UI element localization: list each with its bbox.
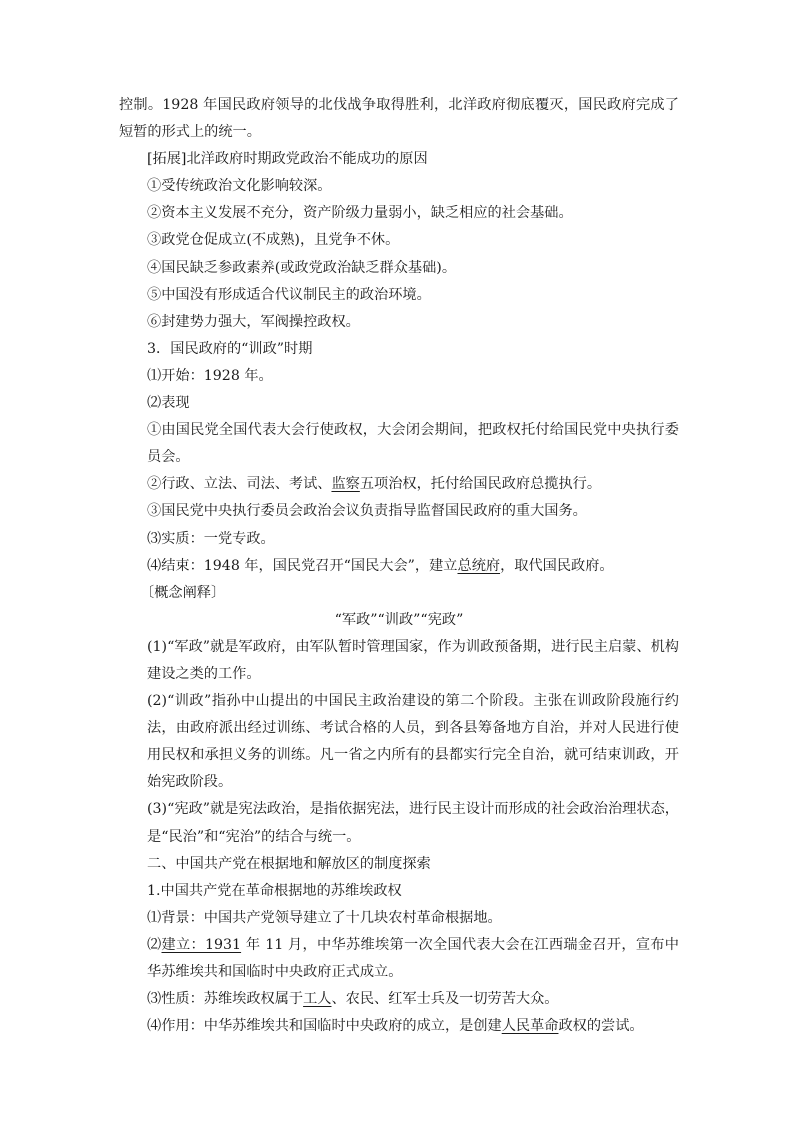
underlined-term-peoples-revolution: 人民革命	[501, 1018, 559, 1035]
concept-constitutional: (3)“宪政”就是宪法政治，是指依据宪法，进行民主设计而形成的社会政治治理状态，是“民治”和“宪治”的结合与统一。	[147, 801, 679, 845]
soviet-establishment-text-a: ⑵	[147, 936, 162, 953]
tutelage-end-text-a: ⑷结束：1948 年，国民党召开“国民大会”，建立	[147, 557, 458, 574]
underlined-term-supervision: 监察	[331, 476, 360, 493]
section-heading-ccp: 二、中国共产党在根据地和解放区的制度探索	[147, 855, 431, 872]
manifestation-2	[119, 471, 679, 498]
reason-4: ④国民缺乏参政素养(或政党政治缺乏群众基础)。	[147, 259, 457, 276]
soviet-nature	[119, 986, 679, 1013]
subsection-soviet: 1.中国共产党在革命根据地的苏维埃政权	[147, 882, 402, 899]
concept-title: “军政”“训政”“宪政”	[334, 611, 464, 628]
soviet-background: ⑴背景：中国共产党领导建立了十几块农村革命根据地。	[147, 909, 502, 926]
reason-3: ③政党仓促成立(不成熟)，且党争不休。	[147, 232, 400, 249]
section-heading-tutelage: 3．国民政府的“训政”时期	[147, 340, 313, 357]
document-body	[119, 92, 679, 1040]
tutelage-start: ⑴开始：1928 年。	[147, 367, 273, 384]
soviet-nature-text-c: 、农民、红军士兵及一切劳苦大众。	[331, 991, 559, 1008]
underlined-term-presidential-office: 总统府	[457, 557, 501, 574]
soviet-role	[119, 1013, 679, 1040]
underlined-term-workers: 工人	[303, 991, 332, 1008]
concept-tutelage: (2)“训政”指孙中山提出的中国民主政治建设的第二个阶段。主张在训政阶段施行约法，由政府派出经过训练、考试合格的人员，到各县筹备地方自治，并对人民进行使用民权和承担义务的训练。凡一省之内所有的县都实行完全自治，就可结束训政，开始宪政阶段。	[147, 693, 679, 791]
soviet-role-text-c: 政权的尝试。	[558, 1018, 644, 1035]
underlined-term-establish-1931: 建立：1931	[161, 936, 242, 953]
tutelage-essence: ⑶实质：一党专政。	[147, 530, 275, 547]
extension-heading: [拓展]北洋政府时期政党政治不能成功的原因	[147, 151, 428, 168]
reason-2: ②资本主义发展不充分，资产阶级力量弱小，缺乏相应的社会基础。	[147, 205, 573, 222]
concept-military: (1)“军政”就是军政府，由军队暂时管理国家，作为训政预备期，进行民主启蒙、机构建设之类的工作。	[147, 638, 679, 682]
tutelage-end-text-c: ，取代国民政府。	[500, 557, 614, 574]
reason-1: ①受传统政治文化影响较深。	[147, 178, 332, 195]
soviet-establishment-text-c: 年 11 月，中华苏维埃第一次全国代表大会在江西瑞金召开，宣布中华苏维埃共和国临时中央政府正式成立。	[147, 936, 679, 980]
soviet-establishment	[119, 932, 679, 986]
manifestation-3: ③国民党中央执行委员会政治会议负责指导监督国民政府的重大国务。	[147, 503, 587, 520]
paragraph-beiyang-end: 控制。1928 年国民政府领导的北伐战争取得胜利，北洋政府彻底覆灭，国民政府完成了短暂的形式上的统一。	[119, 97, 679, 141]
reason-6: ⑥封建势力强大，军阀操控政权。	[147, 313, 360, 330]
concept-heading: 〔概念阐释〕	[140, 584, 226, 601]
manifestation-1: ①由国民党全国代表大会行使政权，大会闭会期间，把政权托付给国民党中央执行委员会。	[147, 422, 679, 466]
tutelage-manifestation-heading: ⑵表现	[147, 395, 190, 412]
reason-5: ⑤中国没有形成适合代议制民主的政治环境。	[147, 286, 431, 303]
soviet-role-text-a: ⑷作用：中华苏维埃共和国临时中央政府的成立，是创建	[147, 1018, 502, 1035]
tutelage-end	[119, 553, 679, 580]
manifestation-2-text-a: ②行政、立法、司法、考试、	[147, 476, 332, 493]
manifestation-2-text-c: 五项治权，托付给国民政府总揽执行。	[359, 476, 602, 493]
soviet-nature-text-a: ⑶性质：苏维埃政权属于	[147, 991, 304, 1008]
